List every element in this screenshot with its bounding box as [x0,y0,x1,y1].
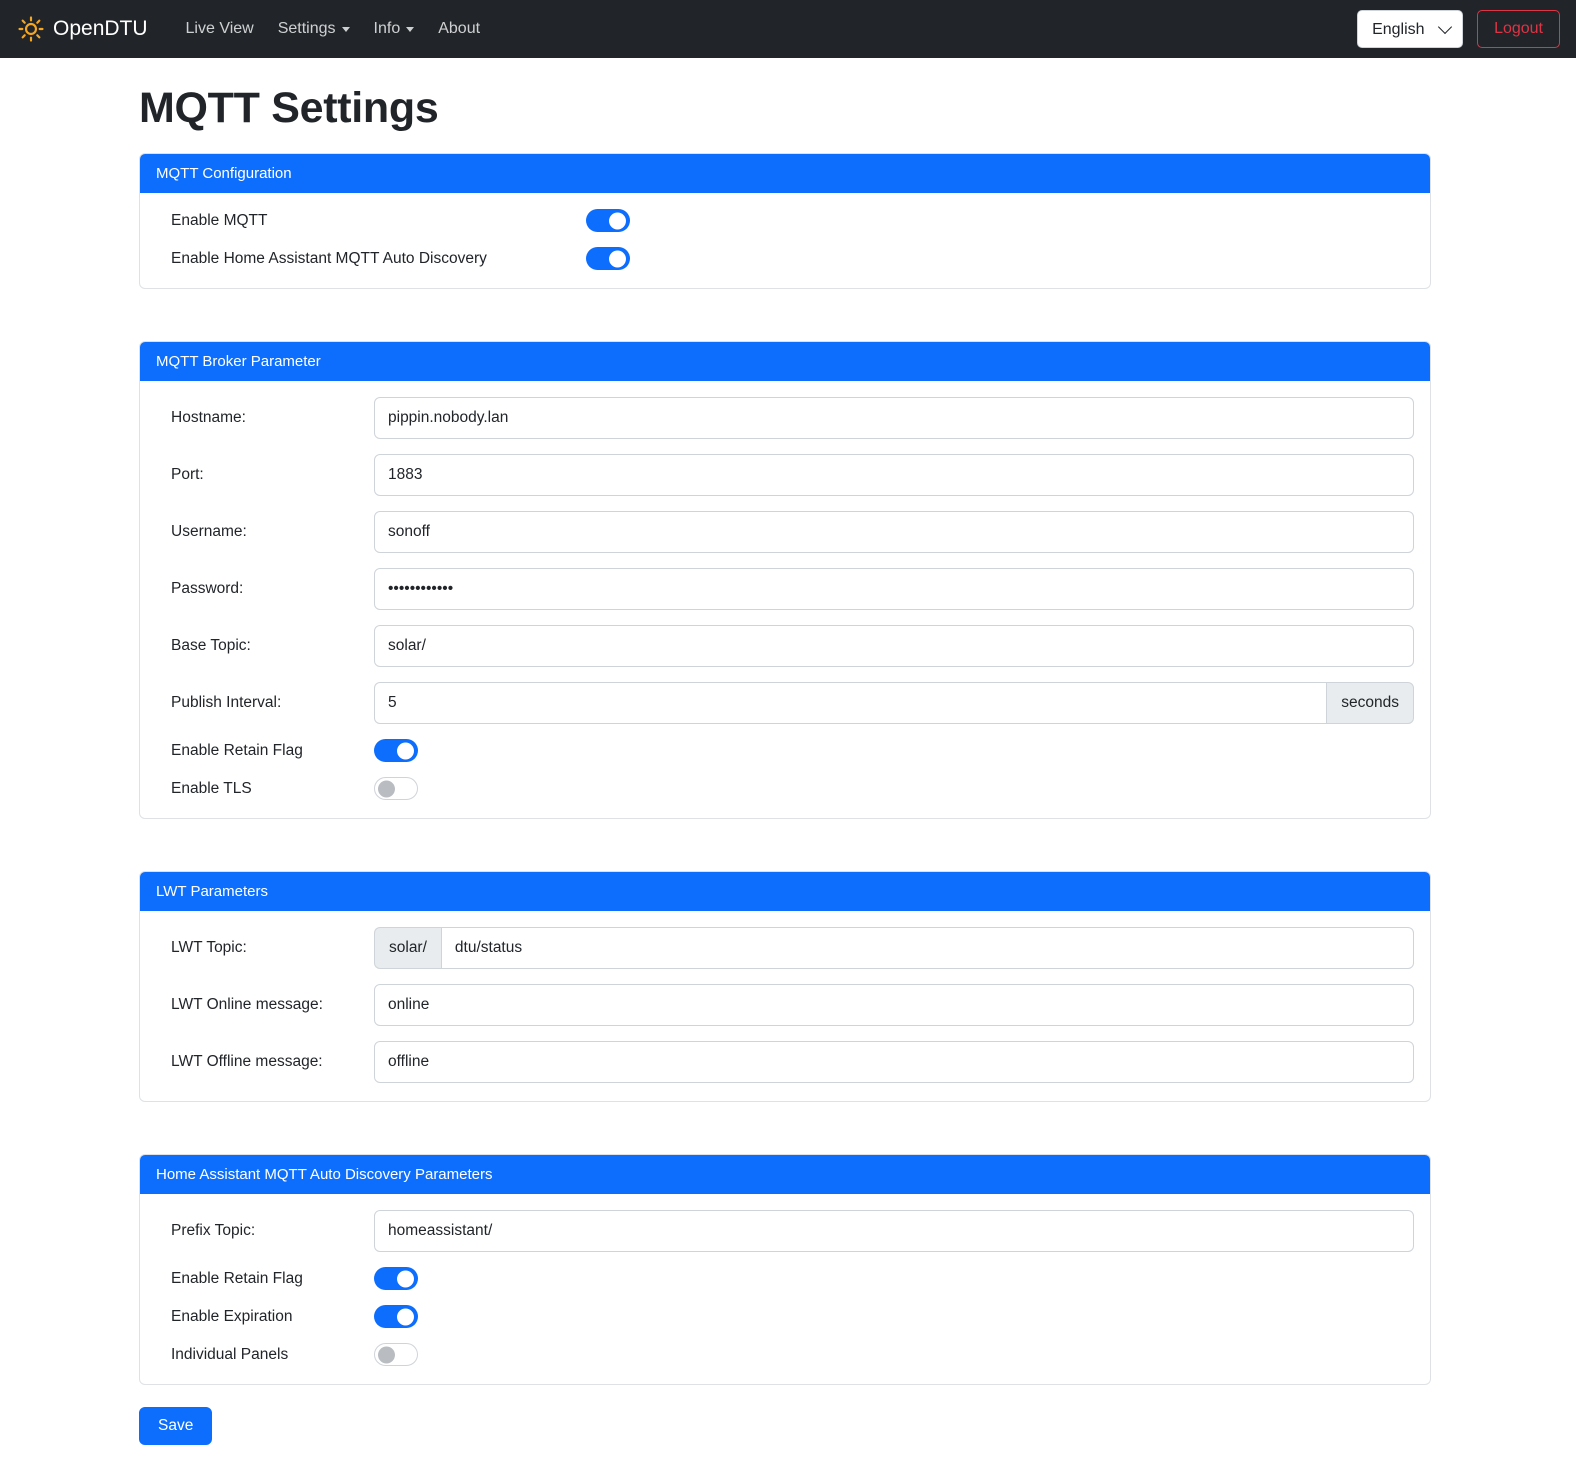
card-home-assistant-discovery [139,1154,1431,1385]
card-body-lwt-parameters [140,911,1430,1101]
toggle-hass-expiration[interactable] [374,1305,418,1328]
toggle-knob [378,780,395,797]
control-lwt-topic [374,927,1414,969]
toggle-hass-retain-flag[interactable] [374,1267,418,1290]
chevron-down-icon [406,27,414,32]
lwt-offline-message-input[interactable] [374,1041,1414,1083]
card-header-mqtt-configuration: MQTT Configuration [140,154,1430,193]
row-port [156,454,1414,496]
publish-interval-input[interactable] [374,682,1326,724]
row-lwt-online-message [156,984,1414,1026]
control-prefix-topic [374,1210,1414,1252]
toggle-knob [609,250,626,267]
label-hass-retain-flag: Enable Retain Flag [171,1269,303,1287]
card-header-mqtt-broker: MQTT Broker Parameter [140,342,1430,381]
label-enable-ha-discovery: Enable Home Assistant MQTT Auto Discovery [171,249,487,267]
label-hass-expiration: Enable Expiration [171,1307,293,1325]
label-password: Password: [171,580,244,597]
nav-item-about[interactable] [426,12,492,46]
row-publish-interval [156,682,1414,724]
control-hass-retain-flag [374,1267,1414,1290]
control-password [374,568,1414,610]
toggle-enable-ha-discovery[interactable] [586,247,630,270]
brand-logo[interactable] [18,16,148,42]
label-enable-tls: Enable TLS [171,779,252,797]
nav-item-settings-label: Settings [277,20,336,37]
label-publish-interval: Publish Interval: [171,694,282,711]
row-enable-ha-discovery [156,247,1414,270]
port-input[interactable] [374,454,1414,496]
toggle-enable-tls[interactable] [374,777,418,800]
save-button[interactable]: Save [139,1407,212,1445]
control-hass-expiration [374,1305,1414,1328]
control-enable-ha-discovery [576,247,1414,270]
control-enable-mqtt [374,209,1414,232]
card-mqtt-broker [139,341,1431,819]
sun-icon [18,16,44,42]
row-password [156,568,1414,610]
label-hostname: Hostname: [171,409,246,426]
toggle-knob [609,212,626,229]
control-lwt-online-message [374,984,1414,1026]
control-publish-interval [374,682,1414,724]
label-lwt-offline-message: LWT Offline message: [171,1053,323,1070]
row-hass-retain-flag [156,1267,1414,1290]
password-input[interactable] [374,568,1414,610]
language-select[interactable] [1357,10,1463,48]
lwt-online-message-input[interactable] [374,984,1414,1026]
toggle-knob [378,1346,395,1363]
publish-interval-group [374,682,1414,724]
row-enable-retain-flag [156,739,1414,762]
control-individual-panels [374,1343,1414,1366]
card-header-home-assistant-discovery: Home Assistant MQTT Auto Discovery Parameters [140,1155,1430,1194]
top-navbar [0,0,1576,58]
label-prefix-topic: Prefix Topic: [171,1222,256,1239]
logout-button[interactable]: Logout [1477,10,1560,48]
label-lwt-online-message: LWT Online message: [171,996,323,1013]
card-body-home-assistant-discovery [140,1194,1430,1384]
row-individual-panels [156,1343,1414,1366]
row-base-topic [156,625,1414,667]
lwt-topic-prefix: solar/ [374,927,441,969]
prefix-topic-input[interactable] [374,1210,1414,1252]
card-body-mqtt-configuration [140,193,1430,288]
row-hass-expiration [156,1305,1414,1328]
control-lwt-offline-message [374,1041,1414,1083]
label-username: Username: [171,523,247,540]
label-enable-mqtt: Enable MQTT [171,211,268,229]
control-enable-tls [374,777,1414,800]
control-enable-retain-flag [374,739,1414,762]
lwt-topic-input[interactable] [441,927,1414,969]
nav-item-info-label: Info [373,20,401,37]
hostname-input[interactable] [374,397,1414,439]
row-enable-mqtt [156,209,1414,232]
row-lwt-topic [156,927,1414,969]
toggle-enable-mqtt[interactable] [586,209,630,232]
control-port [374,454,1414,496]
toggle-knob [397,1270,414,1287]
page-content [0,84,1576,1473]
row-prefix-topic [156,1210,1414,1252]
card-body-mqtt-broker [140,381,1430,818]
brand-label: OpenDTU [53,17,148,40]
publish-interval-unit: seconds [1326,682,1414,724]
label-lwt-topic: LWT Topic: [171,939,247,956]
row-hostname [156,397,1414,439]
base-topic-input[interactable] [374,625,1414,667]
toggle-knob [397,1308,414,1325]
label-enable-retain-flag: Enable Retain Flag [171,741,303,759]
control-username [374,511,1414,553]
language-select-wrapper [1357,10,1463,48]
card-header-lwt-parameters: LWT Parameters [140,872,1430,911]
control-hostname [374,397,1414,439]
toggle-enable-retain-flag[interactable] [374,739,418,762]
card-mqtt-configuration [139,153,1431,289]
username-input[interactable] [374,511,1414,553]
nav-links [174,12,493,46]
card-lwt-parameters [139,871,1431,1102]
label-port: Port: [171,466,204,483]
nav-item-live-view[interactable] [174,12,266,46]
lwt-topic-group [374,927,1414,969]
row-enable-tls [156,777,1414,800]
label-base-topic: Base Topic: [171,637,251,654]
control-base-topic [374,625,1414,667]
nav-item-info[interactable] [362,12,427,46]
row-lwt-offline-message [156,1041,1414,1083]
page-title: MQTT Settings [139,84,439,132]
toggle-individual-panels[interactable] [374,1343,418,1366]
chevron-down-icon [342,27,350,32]
nav-item-settings[interactable] [266,12,362,46]
row-username [156,511,1414,553]
nav-item-live-view-label: Live View [185,20,254,37]
toggle-knob [397,742,414,759]
nav-item-about-label: About [438,20,481,37]
label-individual-panels: Individual Panels [171,1345,289,1363]
navbar-right-group [1357,10,1560,48]
